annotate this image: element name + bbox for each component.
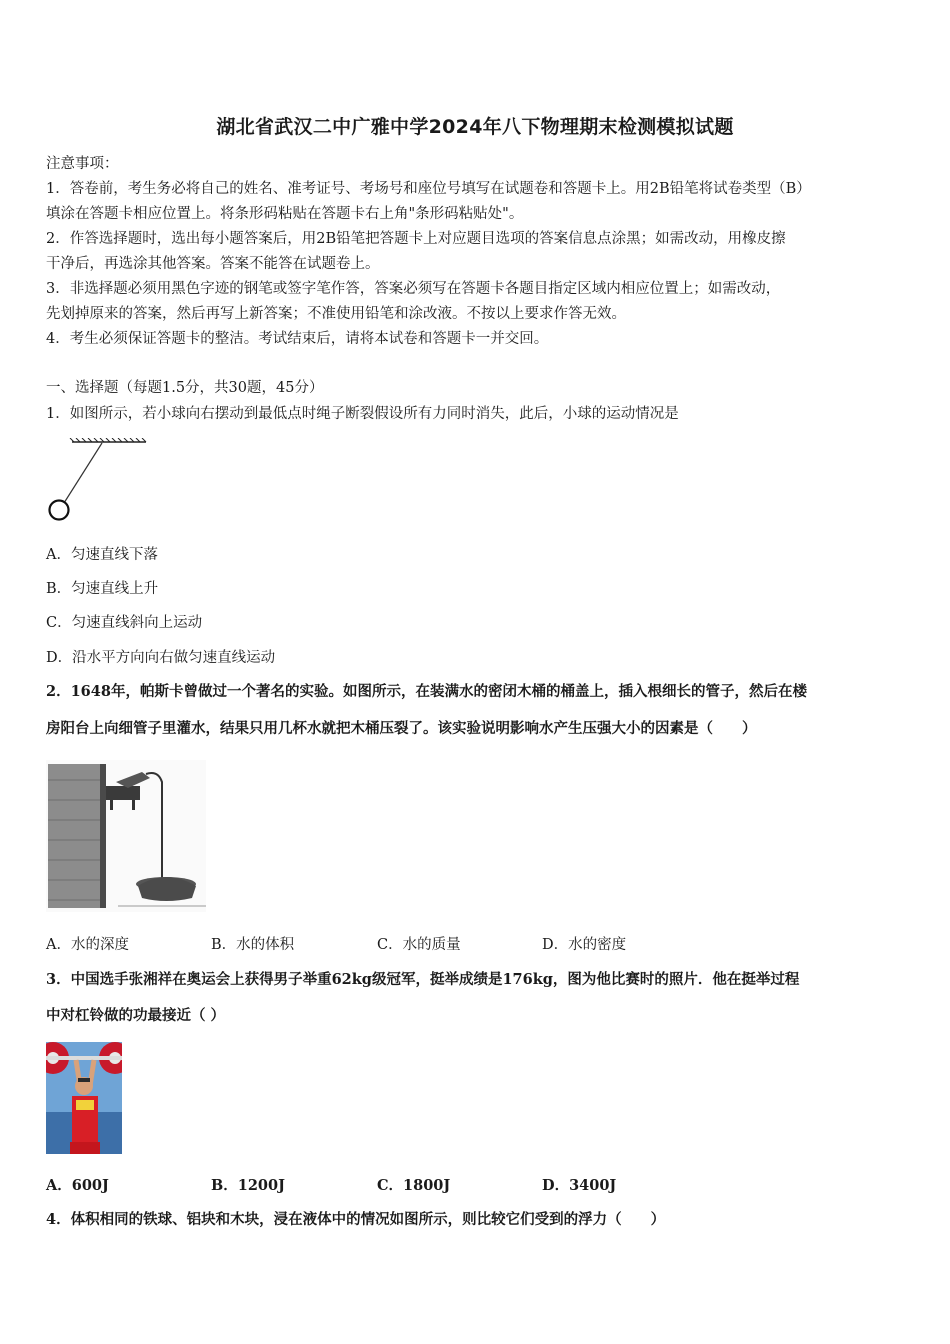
weightlifter-photo — [46, 1042, 122, 1154]
question-2-option-a: A．水的深度 — [46, 937, 129, 953]
question-1-option-c: C．匀速直线斜向上运动 — [46, 615, 203, 631]
notice-line: 填涂在答题卡相应位置上。将条形码粘贴在答题卡右上角"条形码粘贴处"。 — [46, 206, 524, 222]
notice-line: 干净后，再选涂其他答案。答案不能答在试题卷上。 — [46, 256, 380, 272]
question-1-option-b: B．匀速直线上升 — [46, 581, 159, 597]
question-1-option-d: D．沿水平方向向右做匀速直线运动 — [46, 650, 276, 666]
question-2-option-d: D．水的密度 — [542, 937, 627, 953]
question-1-stem: 1．如图所示，若小球向右摆动到最低点时绳子断裂假设所有力同时消失，此后，小球的运动情况是 — [46, 406, 679, 422]
section-heading: 一、选择题（每题1.5分，共30题，45分） — [46, 380, 324, 396]
question-3-option-c: C．1800J — [377, 1177, 451, 1194]
notice-line: 3．非选择题必须用黑色字迹的钢笔或签字笔作答，答案必须写在答题卡各题目指定区域内相应位置上；如需改动， — [46, 281, 781, 297]
question-3-stem: 中对杠铃做的功最接近（ ） — [46, 1007, 226, 1024]
notice-line: 2．作答选择题时，选出每小题答案后，用2B铅笔把答题卡上对应题目选项的答案信息点涂黑；如需改动，用橡皮擦 — [46, 231, 786, 247]
question-1-option-a: A．匀速直线下落 — [46, 547, 158, 563]
question-3-option-a: A．600J — [46, 1177, 109, 1194]
pendulum-figure — [44, 438, 154, 524]
notice-line: 4．考生必须保证答题卡的整洁。考试结束后，请将本试卷和答题卡一并交回。 — [46, 331, 549, 347]
notice-line: 1．答卷前，考生务必将自己的姓名、准考证号、考场号和座位号填写在试题卷和答题卡上。用2B铅笔将试卷类型（B） — [46, 181, 811, 197]
page-title: 湖北省武汉二中广雅中学2024年八下物理期末检测模拟试题 — [216, 116, 734, 138]
question-3-stem: 3．中国选手张湘祥在奥运会上获得男子举重62kg级冠军，挺举成绩是176kg，图为他比赛时的照片．他在挺举过程 — [46, 971, 800, 988]
question-2-option-b: B．水的体积 — [211, 937, 295, 953]
question-2-stem: 2．1648年，帕斯卡曾做过一个著名的实验。如图所示，在装满水的密闭木桶的桶盖上，插入根细长的管子，然后在楼 — [46, 683, 807, 700]
question-3-option-d: D．3400J — [542, 1177, 617, 1194]
notice-line: 先划掉原来的答案，然后再写上新答案；不准使用铅笔和涂改液。不按以上要求作答无效。 — [46, 306, 626, 322]
question-3-option-b: B．1200J — [211, 1177, 285, 1194]
question-4-stem: 4．体积相同的铁球、铝块和木块，浸在液体中的情况如图所示，则比较它们受到的浮力（ ） — [46, 1211, 666, 1228]
question-2-option-c: C．水的质量 — [377, 937, 461, 953]
notice-heading: 注意事项： — [46, 156, 119, 172]
pascal-barrel-figure — [46, 760, 206, 912]
question-2-stem: 房阳台上向细管子里灌水，结果只用几杯水就把木桶压裂了。该实验说明影响水产生压强大小的因素是（ ） — [46, 720, 757, 737]
